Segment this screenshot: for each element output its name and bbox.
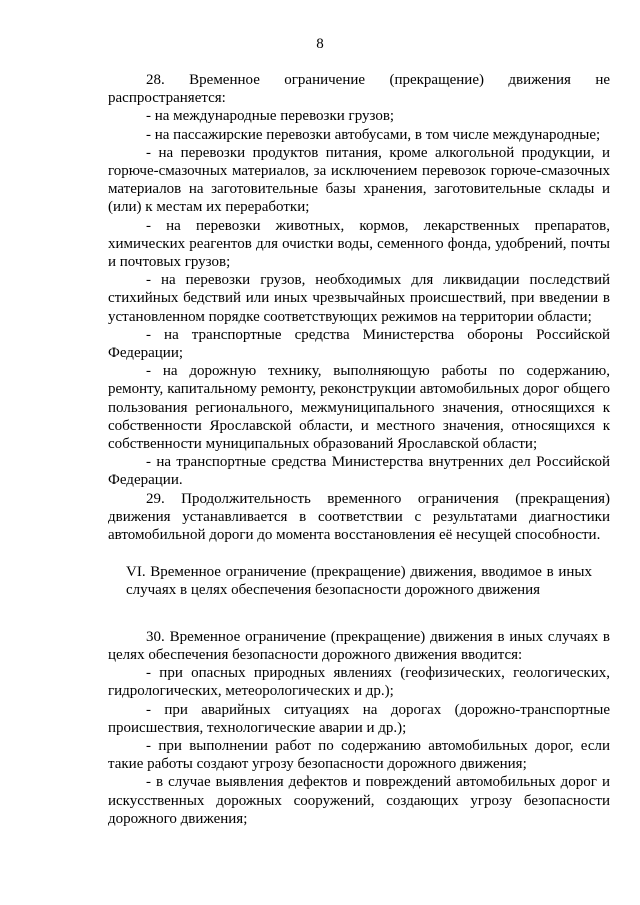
list-item: - на международные перевозки грузов;	[146, 108, 395, 125]
section-heading: VI. Временное ограничение (прекращение) движения, вводимое в иных случаях в целях обеспечения безопасности дорожного движения	[126, 564, 592, 599]
list-item: - на транспортные средства Министерства обороны Российской Федерации;	[108, 326, 610, 362]
paragraph-30: 30. Временное ограничение (прекращение) движения в иных случаях в целях обеспечения безопасности дорожного движения вводится:	[108, 628, 610, 663]
list-item: - в случае выявления дефектов и повреждений автомобильных дорог и искусственных дорожных сооружений, создающих угрозу безопасности дорожного движения;	[108, 774, 610, 827]
list-item: - при выполнении работ по содержанию автомобильных дорог, если такие работы создают угрозу безопасности дорожного движения;	[108, 737, 610, 773]
list-item: - на транспортные средства Министерства внутренних дел Российской Федерации.	[108, 454, 610, 489]
paragraph-28: 28. Временное ограничение (прекращение) движения не распространяется:	[108, 72, 610, 107]
paragraph-29: 29. Продолжительность временного ограничения (прекращения) движения устанавливается в соответствии с результатами диагностики автомобильной дороги до момента восстановления её несущей способности.	[108, 490, 610, 544]
list-item: - на перевозки грузов, необходимых для ликвидации последствий стихийных бедствий или иных чрезвычайных происшествий, при введении в установленном порядке соответствующих режимов на территории области;	[108, 272, 610, 325]
list-item: - при аварийных ситуациях на дорогах (дорожно-транспортные происшествия, технологические аварии и др.);	[108, 701, 610, 736]
list-item: - на перевозки животных, кормов, лекарственных препаратов, химических реагентов для очистки воды, семенного фонда, удобрений, почты и почтовых грузов;	[108, 217, 610, 271]
document-body	[108, 71, 610, 828]
list-item: - на дорожную технику, выполняющую работы по содержанию, ремонту, капитальному ремонту, реконструкции автомобильных дорог общего пользования регионального, межмуниципального значения, относящихся к собственности Ярославской области, и местного значения, относящихся к собственности муниципальных образований Ярославской области;	[108, 363, 610, 453]
list-item: - на перевозки продуктов питания, кроме алкогольной продукции, и горюче-смазочных материалов, за исключением перевозок горюче-смазочных материалов на заготовительные базы хранения, заготовительные склады и (или) к местам их переработки;	[108, 144, 610, 216]
page-number: 8	[316, 36, 324, 52]
list-item: - при опасных природных явлениях (геофизических, геологических, гидрологических, метеорологических и др.);	[108, 665, 610, 700]
list-item: - на пассажирские перевозки автобусами, в том числе международные;	[146, 126, 601, 143]
